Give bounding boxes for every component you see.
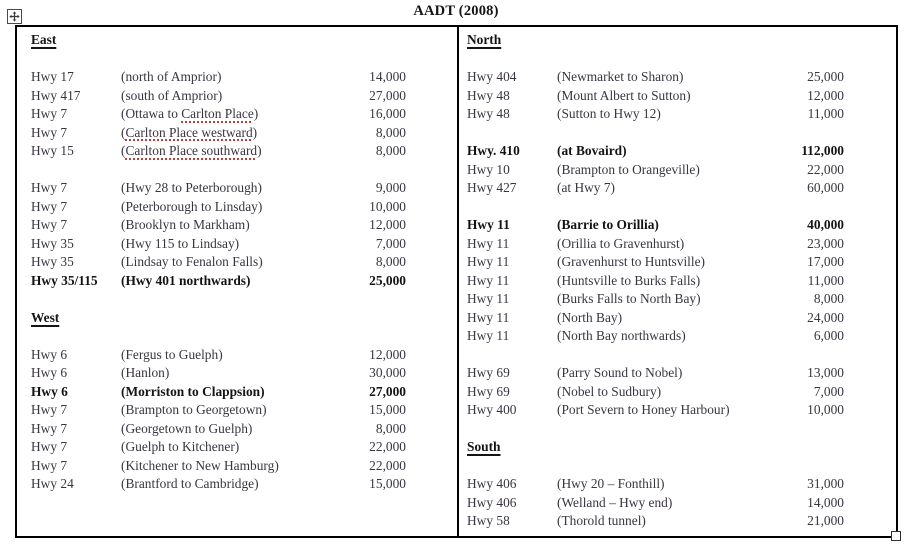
table-row bbox=[31, 235, 457, 254]
description-text: (Georgetown to Guelph) bbox=[121, 420, 253, 436]
description-text: (Mount Albert to Sutton) bbox=[557, 87, 691, 103]
hwy-label: Hwy 7 bbox=[31, 439, 68, 454]
table-row bbox=[31, 383, 457, 402]
hwy-label: Hwy 11 bbox=[467, 235, 510, 251]
description-text: (Thorold tunnel) bbox=[557, 513, 646, 528]
description-text: (Hwy 28 to Peterborough) bbox=[121, 180, 262, 195]
hwy-label: Hwy 69 bbox=[467, 365, 510, 380]
route-description bbox=[121, 401, 342, 420]
table-row bbox=[31, 105, 457, 124]
table-row bbox=[31, 438, 457, 457]
route-description bbox=[557, 475, 780, 494]
hwy-label: Hwy 6 bbox=[31, 346, 68, 362]
aadt-value: 10,000 bbox=[369, 198, 406, 214]
description-text: (Fergus to Guelph) bbox=[121, 346, 223, 362]
hwy-label: Hwy 7 bbox=[31, 217, 68, 232]
table-row bbox=[467, 272, 896, 291]
description-text: (Peterborough to Linsday) bbox=[121, 198, 263, 214]
route-description bbox=[121, 253, 342, 272]
description-text: ( bbox=[121, 143, 126, 158]
description-text: (Brampton to Georgetown) bbox=[121, 402, 267, 417]
hwy-label: Hwy 7 bbox=[31, 402, 68, 417]
aadt-value: 11,000 bbox=[807, 272, 844, 288]
aadt-value: 15,000 bbox=[369, 402, 406, 417]
hwy-label: Hwy 11 bbox=[467, 309, 510, 325]
section-heading: South bbox=[467, 439, 501, 454]
hwy-label: Hwy 7 bbox=[31, 106, 68, 121]
aadt-value: 8,000 bbox=[375, 254, 406, 269]
route-description bbox=[557, 364, 780, 383]
description-text: (Barrie to Orillia) bbox=[557, 217, 659, 232]
hwy-label: Hwy 417 bbox=[31, 87, 81, 103]
description-text: (Port Severn to Honey Harbour) bbox=[557, 402, 730, 417]
aadt-value: 21,000 bbox=[807, 513, 844, 528]
table-row bbox=[31, 198, 457, 217]
description-text: (Brampton to Orangeville) bbox=[557, 161, 700, 177]
route-description bbox=[557, 68, 780, 87]
section-heading-line bbox=[467, 438, 896, 457]
route-description bbox=[557, 87, 780, 106]
aadt-value: 8,000 bbox=[813, 291, 844, 306]
route-description bbox=[557, 253, 780, 272]
blank-line bbox=[31, 290, 457, 309]
aadt-value: 13,000 bbox=[807, 365, 844, 380]
section-heading: West bbox=[31, 309, 60, 325]
description-text: (Ottawa to bbox=[121, 106, 182, 121]
aadt-value: 14,000 bbox=[807, 494, 844, 510]
route-description bbox=[557, 383, 780, 402]
table-row bbox=[31, 124, 457, 143]
table-row bbox=[31, 142, 457, 161]
table-row bbox=[31, 87, 457, 106]
hwy-label: Hwy 15 bbox=[31, 143, 74, 158]
hwy-label: Hwy 406 bbox=[467, 476, 517, 491]
route-description bbox=[557, 179, 780, 198]
table-row bbox=[467, 475, 896, 494]
hwy-label: Hwy 48 bbox=[467, 87, 510, 103]
route-description bbox=[557, 327, 780, 346]
description-text: (Kitchener to New Hamburg) bbox=[121, 457, 279, 473]
section-heading-line bbox=[31, 31, 457, 50]
aadt-value: 17,000 bbox=[807, 254, 844, 269]
description-text: (Welland – Hwy end) bbox=[557, 494, 673, 510]
route-description bbox=[121, 87, 342, 106]
description-text: (Orillia to Gravenhurst) bbox=[557, 235, 685, 251]
route-description bbox=[121, 105, 342, 124]
hwy-label: Hwy 11 bbox=[467, 272, 510, 288]
description-text: (Hwy 20 – Fonthill) bbox=[557, 476, 665, 491]
table-row bbox=[467, 142, 896, 161]
route-description bbox=[121, 420, 342, 439]
aadt-value: 7,000 bbox=[375, 235, 406, 251]
description-text: (at Hwy 7) bbox=[557, 180, 616, 195]
description-text: (North Bay northwards) bbox=[557, 328, 686, 343]
hwy-label: Hwy 17 bbox=[31, 69, 74, 84]
blank-line bbox=[467, 198, 896, 217]
description-text: (Brooklyn to Markham) bbox=[121, 217, 250, 232]
route-description bbox=[557, 290, 780, 309]
description-text: (south of Amprior) bbox=[121, 87, 223, 103]
table-row bbox=[467, 494, 896, 513]
aadt-value: 7,000 bbox=[813, 383, 844, 399]
route-description bbox=[557, 494, 780, 513]
table-row bbox=[467, 253, 896, 272]
hwy-label: Hwy 35 bbox=[31, 254, 74, 269]
route-description bbox=[557, 401, 780, 420]
table-row bbox=[467, 401, 896, 420]
description-text: (Huntsville to Burks Falls) bbox=[557, 272, 701, 288]
aadt-value: 9,000 bbox=[375, 180, 406, 195]
route-description bbox=[121, 216, 342, 235]
hwy-label: Hwy 11 bbox=[467, 254, 510, 269]
description-text: ) bbox=[253, 106, 259, 121]
table-row bbox=[31, 68, 457, 87]
table-row bbox=[467, 512, 896, 531]
aadt-value: 23,000 bbox=[807, 235, 844, 251]
table-row bbox=[467, 327, 896, 346]
table-row bbox=[467, 105, 896, 124]
table-row bbox=[31, 179, 457, 198]
table-row bbox=[467, 179, 896, 198]
hwy-label: Hwy 58 bbox=[467, 513, 510, 528]
description-text: (Morriston to Clappsion) bbox=[121, 383, 265, 399]
hwy-label: Hwy 406 bbox=[467, 494, 517, 510]
route-description bbox=[121, 235, 342, 254]
aadt-table bbox=[15, 25, 898, 538]
route-description bbox=[121, 364, 342, 383]
description-text: (Newmarket to Sharon) bbox=[557, 69, 684, 84]
table-row bbox=[467, 87, 896, 106]
table-row bbox=[31, 401, 457, 420]
hwy-label: Hwy 400 bbox=[467, 402, 517, 417]
route-description bbox=[557, 512, 780, 531]
hwy-label: Hwy 7 bbox=[31, 198, 68, 214]
route-description bbox=[557, 142, 780, 161]
table-row bbox=[467, 216, 896, 235]
description-text: (Nobel to Sudbury) bbox=[557, 383, 662, 399]
description-text: (north of Amprior) bbox=[121, 69, 222, 84]
section-heading: East bbox=[31, 32, 57, 47]
aadt-value: 8,000 bbox=[375, 143, 406, 158]
blank-line bbox=[467, 457, 896, 476]
blank-line bbox=[467, 124, 896, 143]
table-row bbox=[31, 272, 457, 291]
table-row bbox=[31, 420, 457, 439]
aadt-value: 112,000 bbox=[801, 143, 844, 158]
table-row bbox=[31, 253, 457, 272]
route-description bbox=[121, 383, 342, 402]
description-text: ( bbox=[121, 124, 126, 140]
spellcheck-underline: Carlton Place southward bbox=[125, 143, 258, 158]
description-text: (Lindsay to Fenalon Falls) bbox=[121, 254, 263, 269]
aadt-value: 27,000 bbox=[369, 383, 406, 399]
description-text: (at Bovaird) bbox=[557, 143, 627, 158]
table-row bbox=[31, 346, 457, 365]
table-row bbox=[467, 161, 896, 180]
hwy-label: Hwy 7 bbox=[31, 180, 68, 195]
description-text: (Brantford to Cambridge) bbox=[121, 476, 259, 491]
section-heading: North bbox=[467, 32, 502, 47]
aadt-value: 10,000 bbox=[807, 402, 844, 417]
aadt-value: 24,000 bbox=[807, 309, 844, 325]
aadt-value: 22,000 bbox=[807, 161, 844, 177]
aadt-value: 8,000 bbox=[375, 124, 406, 140]
route-description bbox=[557, 309, 780, 328]
hwy-label: Hwy 24 bbox=[31, 476, 74, 491]
aadt-value: 6,000 bbox=[813, 328, 844, 343]
blank-line bbox=[467, 420, 896, 439]
aadt-value: 25,000 bbox=[807, 69, 844, 84]
description-text: (Hwy 401 northwards) bbox=[121, 272, 251, 288]
route-description bbox=[121, 68, 342, 87]
hwy-label: Hwy 7 bbox=[31, 457, 68, 473]
route-description bbox=[557, 161, 780, 180]
hwy-label: Hwy 7 bbox=[31, 420, 68, 436]
section-heading-line bbox=[467, 31, 896, 50]
table-row bbox=[467, 68, 896, 87]
table-row bbox=[467, 364, 896, 383]
spellcheck-underline: Carlton Place bbox=[181, 106, 254, 121]
section-heading-line bbox=[31, 309, 457, 328]
route-description bbox=[121, 198, 342, 217]
route-description bbox=[121, 272, 342, 291]
aadt-value: 25,000 bbox=[369, 272, 406, 288]
route-description bbox=[557, 272, 780, 291]
aadt-value: 14,000 bbox=[369, 69, 406, 84]
blank-line bbox=[31, 161, 457, 180]
route-description bbox=[557, 105, 780, 124]
table-row bbox=[31, 364, 457, 383]
route-description bbox=[557, 216, 780, 235]
description-text: (Guelph to Kitchener) bbox=[121, 439, 240, 454]
route-description bbox=[121, 346, 342, 365]
route-description bbox=[121, 179, 342, 198]
hwy-label: Hwy 404 bbox=[467, 69, 517, 84]
aadt-value: 16,000 bbox=[369, 106, 406, 121]
route-description bbox=[121, 438, 342, 457]
blank-line bbox=[31, 327, 457, 346]
aadt-value: 22,000 bbox=[369, 439, 406, 454]
description-text: ) bbox=[252, 124, 258, 140]
aadt-value: 11,000 bbox=[807, 106, 844, 121]
table-row bbox=[467, 309, 896, 328]
aadt-value: 30,000 bbox=[369, 365, 406, 380]
aadt-value: 40,000 bbox=[807, 217, 844, 232]
table-row bbox=[467, 290, 896, 309]
aadt-value: 60,000 bbox=[807, 180, 844, 195]
hwy-label: Hwy 10 bbox=[467, 161, 510, 177]
aadt-value: 12,000 bbox=[369, 346, 406, 362]
description-text: (North Bay) bbox=[557, 309, 623, 325]
aadt-value: 15,000 bbox=[369, 476, 406, 491]
hwy-label: Hwy 48 bbox=[467, 106, 510, 121]
blank-line bbox=[31, 50, 457, 69]
blank-line bbox=[467, 50, 896, 69]
table-column-left bbox=[17, 27, 459, 536]
hwy-label: Hwy 11 bbox=[467, 328, 510, 343]
description-text: (Gravenhurst to Huntsville) bbox=[557, 254, 706, 269]
spellcheck-underline: Carlton Place westward bbox=[125, 124, 253, 140]
aadt-value: 27,000 bbox=[369, 87, 406, 103]
hwy-label: Hwy 69 bbox=[467, 383, 510, 399]
hwy-label: Hwy 6 bbox=[31, 383, 68, 399]
table-row bbox=[31, 475, 457, 494]
table-column-right bbox=[459, 27, 896, 536]
route-description bbox=[121, 124, 342, 143]
blank-line bbox=[467, 346, 896, 365]
aadt-value: 12,000 bbox=[369, 217, 406, 232]
route-description bbox=[557, 235, 780, 254]
description-text: (Burks Falls to North Bay) bbox=[557, 291, 701, 306]
table-row bbox=[467, 383, 896, 402]
description-text: (Hanlon) bbox=[121, 365, 170, 380]
hwy-label: Hwy. 410 bbox=[467, 143, 520, 158]
hwy-label: Hwy 427 bbox=[467, 180, 517, 195]
hwy-label: Hwy 6 bbox=[31, 365, 68, 380]
route-description bbox=[121, 475, 342, 494]
table-row bbox=[31, 457, 457, 476]
route-description bbox=[121, 457, 342, 476]
hwy-label: Hwy 35 bbox=[31, 235, 74, 251]
aadt-value: 12,000 bbox=[807, 87, 844, 103]
hwy-label: Hwy 35/115 bbox=[31, 272, 98, 288]
route-description bbox=[121, 142, 342, 161]
page-title: AADT (2008) bbox=[413, 3, 499, 19]
aadt-value: 8,000 bbox=[375, 420, 406, 436]
hwy-label: Hwy 11 bbox=[467, 217, 510, 232]
table-row bbox=[31, 216, 457, 235]
aadt-value: 22,000 bbox=[369, 457, 406, 473]
description-text: (Hwy 115 to Lindsay) bbox=[121, 235, 240, 251]
hwy-label: Hwy 11 bbox=[467, 291, 510, 306]
aadt-value: 31,000 bbox=[807, 476, 844, 491]
table-row bbox=[467, 235, 896, 254]
description-text: (Parry Sound to Nobel) bbox=[557, 365, 683, 380]
description-text: (Sutton to Hwy 12) bbox=[557, 106, 661, 121]
hwy-label: Hwy 7 bbox=[31, 124, 68, 140]
description-text: ) bbox=[257, 143, 262, 158]
table-resize-handle[interactable] bbox=[891, 531, 901, 541]
